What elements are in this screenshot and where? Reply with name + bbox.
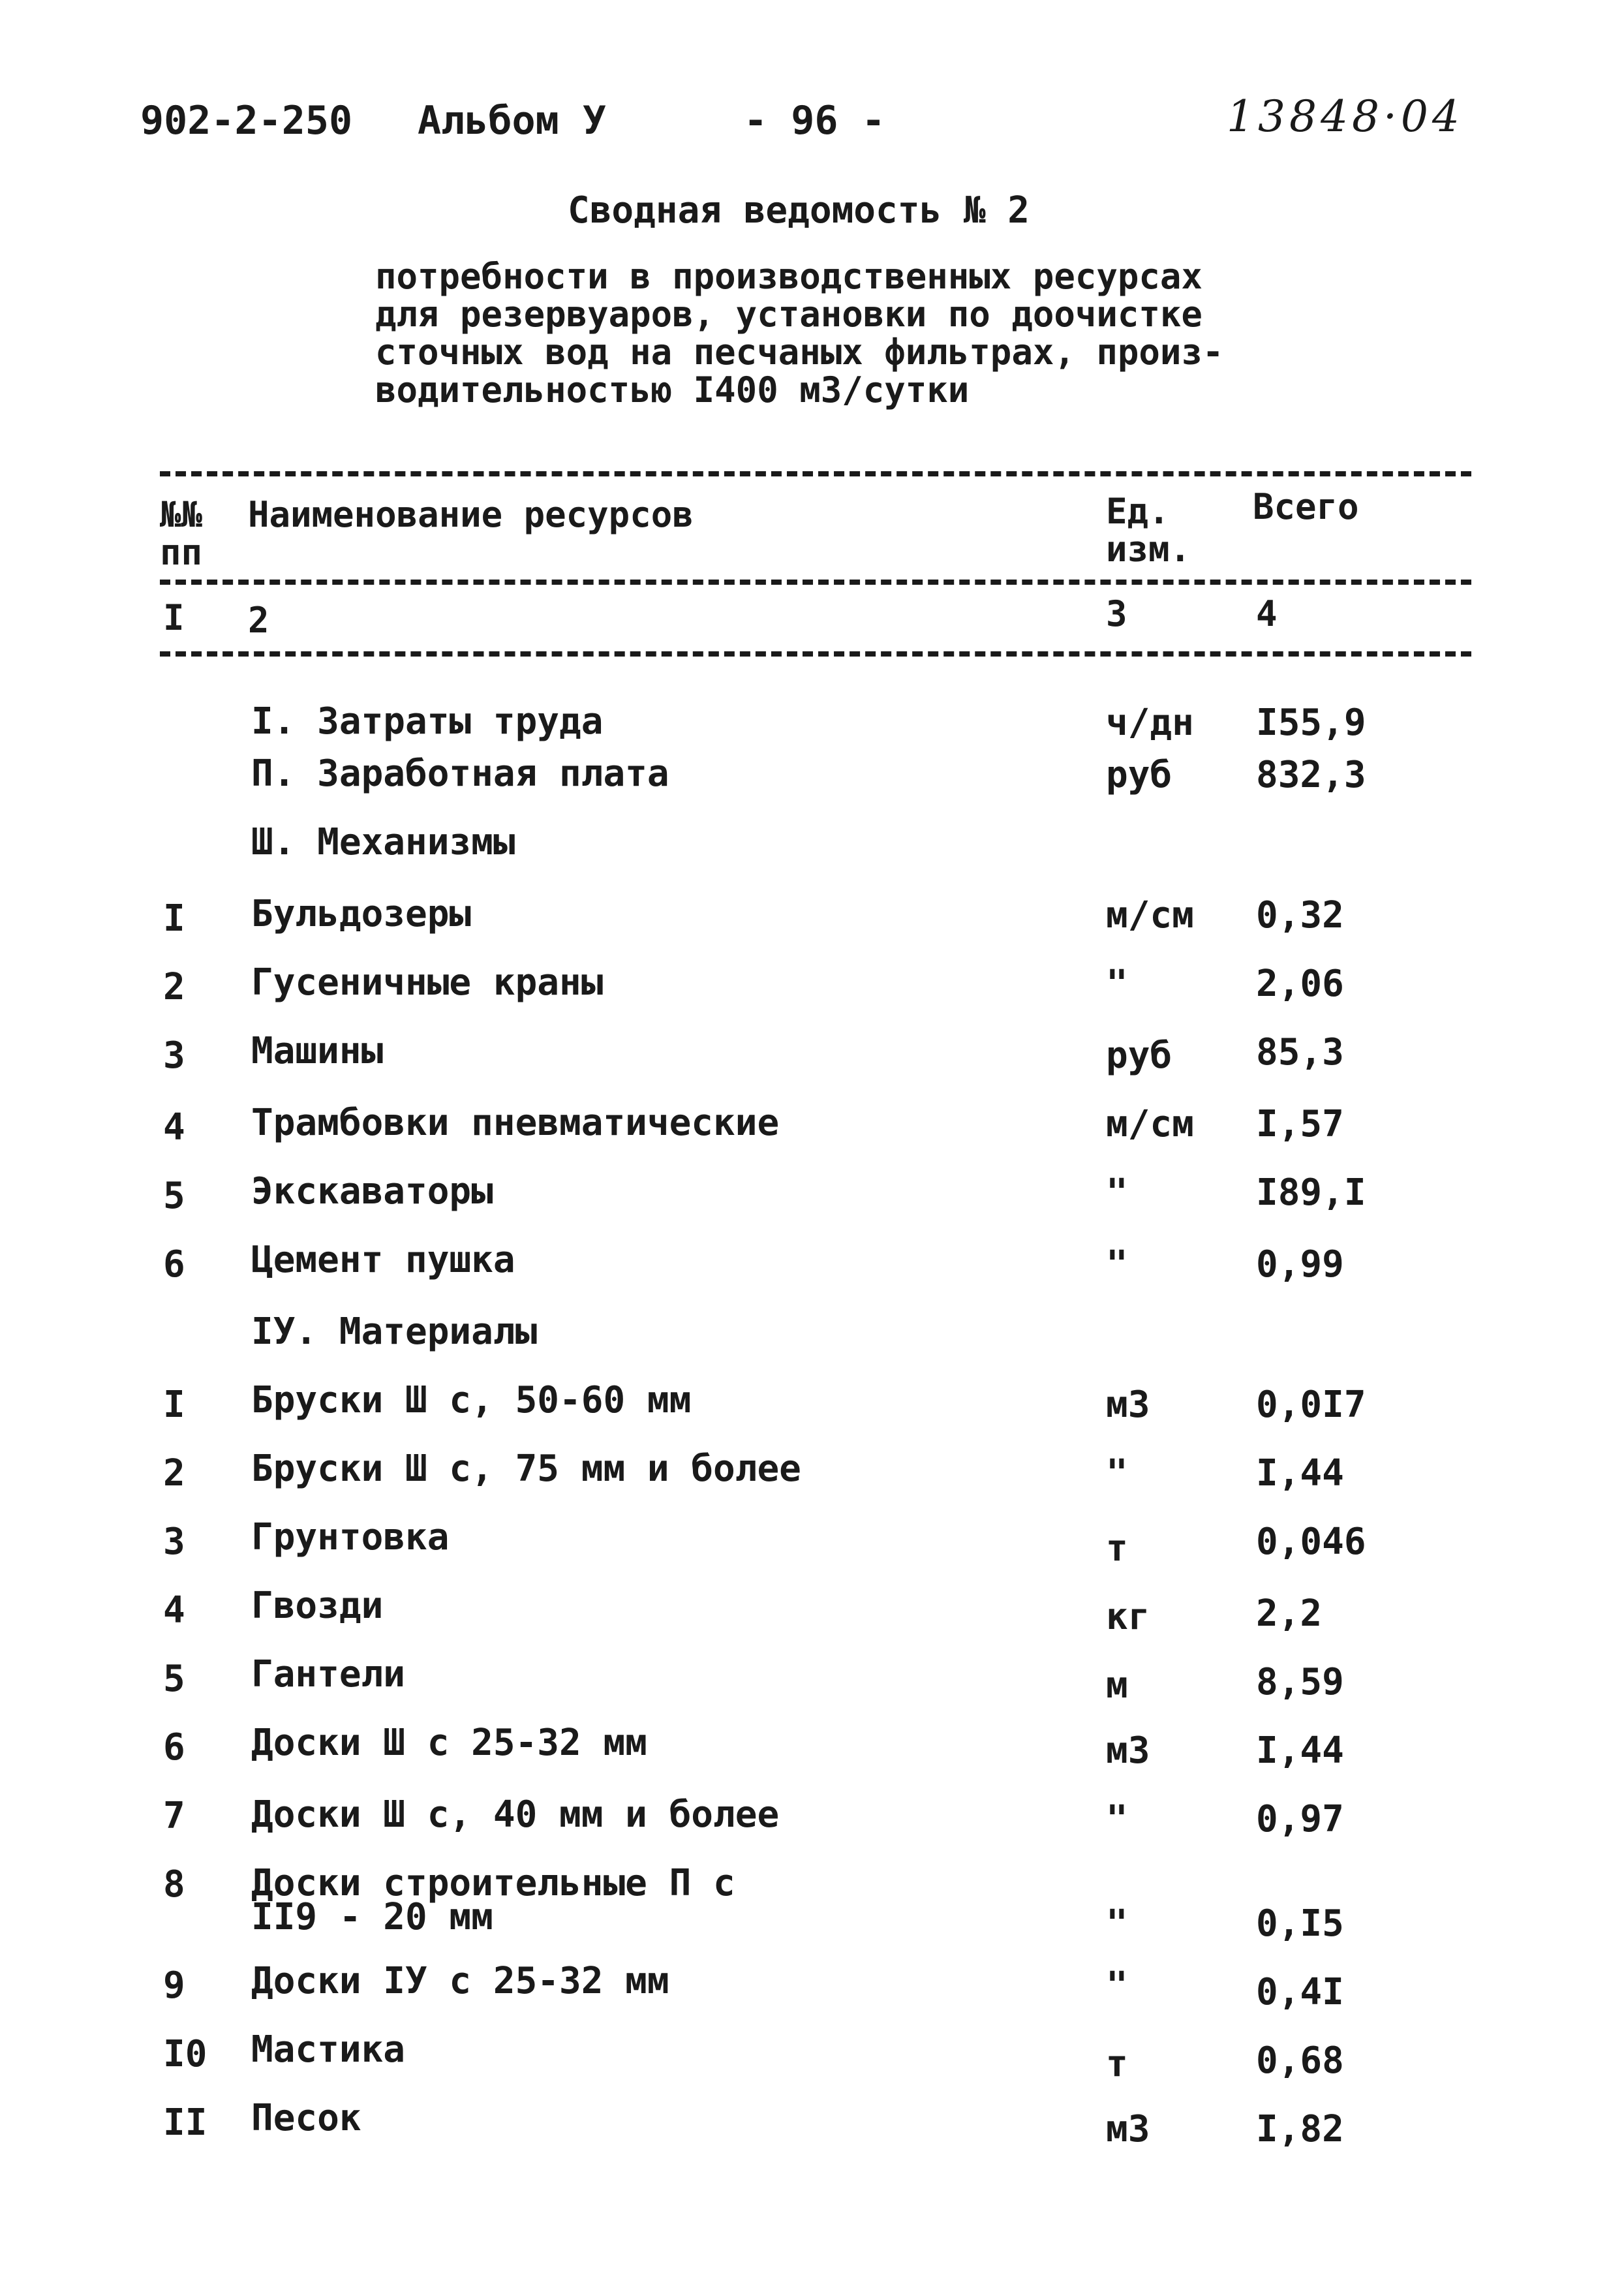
row-unit: " [1106,1171,1128,1214]
row-unit: м/см [1106,894,1194,937]
row-unit: т [1106,2043,1128,2085]
row-number: 8 [163,1863,185,1906]
table-header-rule [160,580,1471,585]
row-name: Бульдозеры [251,893,472,935]
row-unit: " [1106,1798,1128,1840]
row-value: I,44 [1256,1452,1344,1495]
page-number: - 96 - [744,98,885,144]
table-top-rule [160,471,1471,476]
row-number: 3 [163,1521,185,1563]
row-value: I55,9 [1256,702,1366,744]
row-name: Цемент пушка [251,1239,515,1281]
section-heading: IУ. Материалы [251,1310,538,1353]
row-name: Доски Ш с, 40 мм и более [251,1793,780,1836]
row-unit: руб [1106,754,1172,796]
column-header-total: Всего [1253,486,1359,527]
row-value: 0,68 [1256,2039,1344,2082]
row-name: I. Затраты труда [251,700,604,743]
row-name: Доски Ш с 25-32 мм [251,1722,647,1764]
row-number: 3 [163,1034,185,1077]
row-name: Грунтовка [251,1516,450,1558]
column-header-unit: Ед. изм. [1106,491,1191,570]
row-name: Гантели [251,1653,406,1696]
row-value: I,57 [1256,1103,1344,1145]
row-name: Машины [251,1030,384,1072]
column-number-2: 2 [248,600,269,641]
section-heading: Ш. Механизмы [251,821,515,863]
row-number: 6 [163,1726,185,1769]
row-name: Бруски Ш с, 50-60 мм [251,1379,692,1421]
row-value: 832,3 [1256,754,1366,796]
row-unit: м3 [1106,1384,1150,1426]
row-name: Доски IУ с 25-32 мм [251,1960,669,2002]
row-name: Доски строительные П с II9 - 20 мм [251,1862,735,1938]
row-number: 9 [163,1964,185,2007]
row-unit: м3 [1106,2108,1150,2150]
document-number: 13848·04 [1227,91,1463,142]
row-value: 2,2 [1256,1592,1323,1635]
row-number: 4 [163,1589,185,1632]
row-unit: ч/дн [1106,702,1194,744]
album-label: Альбом У [418,98,606,144]
row-value: 8,59 [1256,1661,1344,1703]
row-name: П. Заработная плата [251,752,669,795]
row-value: I,82 [1256,2108,1344,2150]
row-unit: руб [1106,1034,1172,1077]
row-unit: м3 [1106,1729,1150,1772]
document-subtitle: потребности в производственных ресурсах для резервуаров, установки по доочистке сточных вод на песчаных фильтрах, произ- водительностью I400 м3/сутки [375,256,1224,411]
row-value: 0,046 [1256,1521,1366,1563]
row-number: I [163,897,185,940]
row-value: 0,97 [1256,1798,1344,1840]
row-number: I [163,1384,185,1426]
row-number: 5 [163,1175,185,1217]
row-name: Экскаваторы [251,1170,493,1213]
row-name: Гусеничные краны [251,961,604,1004]
row-number: 2 [163,1452,185,1495]
row-unit: т [1106,1527,1128,1570]
row-unit: м [1106,1664,1128,1707]
row-number: 5 [163,1658,185,1700]
row-unit: " [1106,1964,1128,2007]
row-unit: " [1106,1902,1128,1945]
row-number: 4 [163,1106,185,1149]
row-value: 0,32 [1256,894,1344,937]
row-value: 0,0I7 [1256,1384,1366,1426]
row-name: Гвозди [251,1585,384,1627]
row-name: Трамбовки пневматические [251,1102,780,1144]
row-unit: " [1106,1452,1128,1495]
row-value: 0,I5 [1256,1902,1344,1945]
row-number: 2 [163,966,185,1008]
row-number: 7 [163,1795,185,1837]
row-unit: " [1106,1243,1128,1286]
row-number: I0 [163,2033,207,2075]
row-name: Бруски Ш с, 75 мм и более [251,1448,801,1490]
project-code: 902-2-250 [140,98,353,144]
column-number-1: I [163,597,185,638]
column-header-num: №№ пп [160,494,203,573]
row-name: Песок [251,2097,361,2139]
column-number-3: 3 [1106,593,1127,634]
row-value: 0,4I [1256,1971,1344,2013]
row-value: 2,06 [1256,963,1344,1005]
row-number: II [163,2101,207,2144]
column-header-name: Наименование ресурсов [248,494,694,535]
column-number-4: 4 [1256,593,1278,634]
row-value: 85,3 [1256,1031,1344,1074]
row-name: Мастика [251,2028,406,2071]
row-value: I89,I [1256,1171,1366,1214]
document-title: Сводная ведомость № 2 [568,189,1030,232]
row-unit: кг [1106,1596,1150,1638]
table-numbering-rule [160,651,1471,657]
row-value: 0,99 [1256,1243,1344,1286]
row-number: 6 [163,1243,185,1286]
row-value: I,44 [1256,1729,1344,1772]
row-unit: м/см [1106,1103,1194,1145]
row-unit: " [1106,963,1128,1005]
